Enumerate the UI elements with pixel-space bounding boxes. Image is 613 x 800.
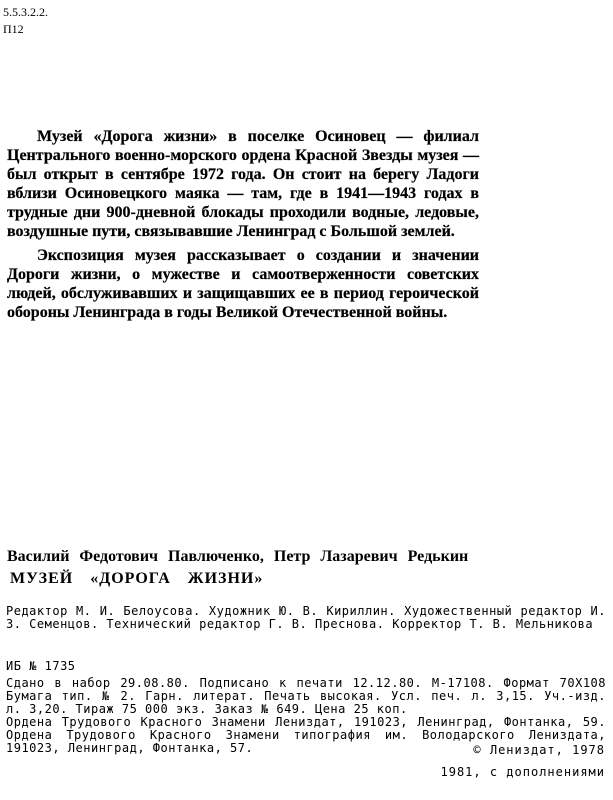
classification-codes [3, 4, 48, 38]
ib-number: ИБ № 1735 [6, 659, 76, 673]
copyright-line-2: 1981, с дополнениями [440, 765, 605, 779]
annotation-paragraph-1 [7, 127, 479, 241]
copyright-line-1: © Лениздат, 1978 [473, 743, 605, 757]
editors-credits [6, 605, 606, 631]
annotation-paragraph-2 [7, 246, 479, 322]
authors: Василий Федотович Павлюченко, Петр Лазаревич Редькин [7, 548, 469, 565]
classification-code: 5.5.3.2.2. [3, 5, 48, 19]
copyright [441, 739, 606, 783]
print-data: Сдано в набор 29.08.80. Подписано к печати 12.12.80. М-17108. Формат 70Х108 Бумага тип. № 2. Гарн. литерат. Печать высокая. Усл. печ. л. 3,15. Уч.-изд. л. 3,20. Тираж 75 000 экз. Заказ № 649. Цена 25 коп. [6, 676, 606, 716]
publisher-info: Ордена Трудового Красного Знамени Лениздат, 191023, Ленинград, Фонтанка, 59. Ордена Трудового Красного Знамени типография им. Володарского Лениздата, 191023, Ленинград, Фонтанка, 57. [6, 715, 606, 755]
book-title: МУЗЕЙ «ДОРОГА ЖИЗНИ» [10, 570, 264, 587]
index-code: П12 [3, 22, 24, 36]
annotation-text-2: Экспозиция музея рассказывает о создании и значении Дороги жизни, о мужестве и самоотверженности советских людей, обслуживавших и защищавших ее в период героической обороны Ленинграда в годы Великой Отечественной войны. [7, 247, 479, 321]
annotation-text-1: Музей «Дорога жизни» в поселке Осиновец — филиал Центрального военно-морского ордена Красной Звезды музея — был открыт в сентябре 1972 года. Он стоит на берегу Ладоги вблизи Осиновецкого маяка — там, где в 1941—1943 годах в трудные дни 900-дневной блокады проходили водные, ледовые, воздушные пути, связывавшие Ленинград с Большой землей. [7, 128, 479, 240]
editors-text: Редактор М. И. Белоусова. Художник Ю. В. Кириллин. Художественный редактор И. З. Семенцов. Технический редактор Г. В. Преснова. Корректор Т. В. Мельникова [6, 604, 606, 631]
